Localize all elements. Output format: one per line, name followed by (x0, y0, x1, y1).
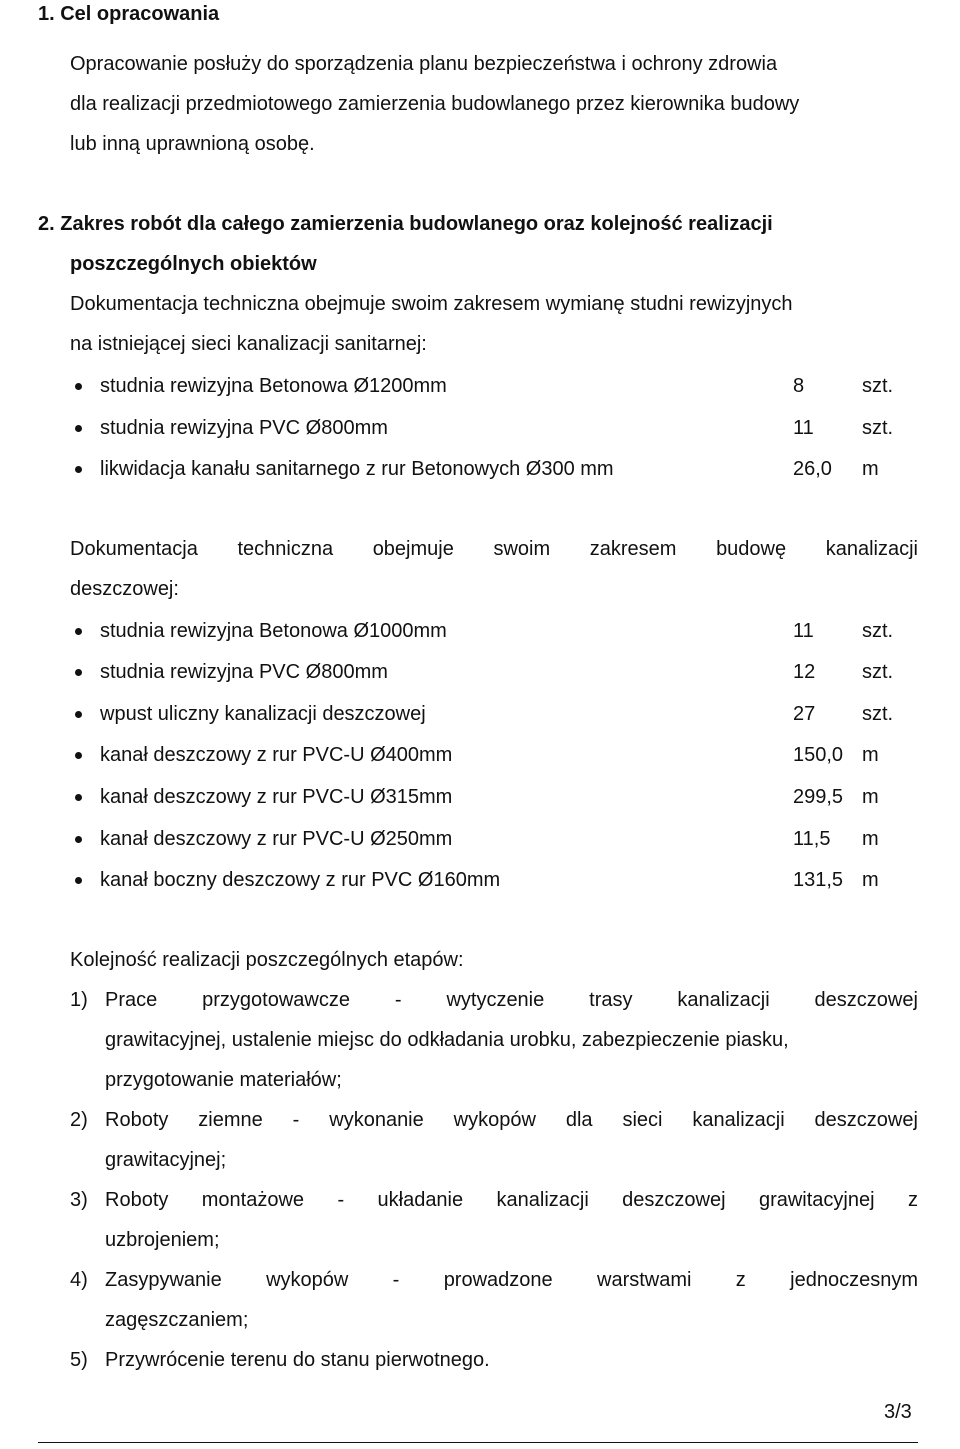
word: kanalizacji (692, 1109, 785, 1131)
list-item-qty: 26,0 (793, 458, 832, 480)
list-item-name: kanał deszczowy z rur PVC-U Ø400mm (100, 744, 453, 766)
bullet-icon (75, 711, 82, 718)
list-item-unit: szt. (862, 661, 894, 683)
step-number: 5) (70, 1349, 88, 1371)
word: grawitacyjnej (758, 1189, 875, 1211)
footer-divider (38, 1442, 918, 1443)
page-number: 3/3 (884, 1401, 912, 1423)
list-item-qty: 11,5 (793, 828, 831, 850)
bullet-icon (75, 669, 82, 676)
list-item-name: kanał boczny deszczowy z rur PVC Ø160mm (100, 869, 501, 891)
word: - (337, 1189, 345, 1211)
bullet-icon (75, 752, 82, 759)
word: - (292, 1109, 300, 1131)
word: deszczowej (622, 1189, 726, 1211)
list-item-unit: m (862, 744, 879, 766)
section-2-heading-cont: poszczególnych obiektów (70, 253, 317, 275)
list-item-name: kanał deszczowy z rur PVC-U Ø315mm (100, 786, 453, 808)
section-2-heading: 2. Zakres robót dla całego zamierzenia budowlanego oraz kolejność realizacji (38, 213, 773, 235)
list-item-unit: m (862, 458, 879, 480)
rain-intro-line (70, 539, 918, 559)
word: kanalizacji (677, 989, 770, 1011)
step-line (105, 1110, 918, 1130)
list-item-qty: 8 (793, 375, 805, 397)
word: wykopów (453, 1109, 536, 1131)
step-line: grawitacyjnej, ustalenie miejsc do odkładania urobku, zabezpieczenie piasku, (105, 1029, 789, 1051)
word: wykopów (266, 1269, 349, 1291)
list-item-unit: m (862, 828, 879, 850)
step-line (105, 990, 918, 1010)
word: wytyczenie (446, 989, 545, 1011)
step-line: przygotowanie materiałów; (105, 1069, 342, 1091)
word: swoim (493, 538, 551, 560)
word: Dokumentacja (70, 538, 198, 560)
list-item-unit: m (862, 786, 879, 808)
word: z (907, 1189, 918, 1211)
bullet-icon (75, 466, 82, 473)
word: - (392, 1269, 400, 1291)
step-line: uzbrojeniem; (105, 1229, 220, 1251)
list-item-name: studnia rewizyjna PVC Ø800mm (100, 417, 388, 439)
step-line: grawitacyjnej; (105, 1149, 227, 1171)
list-item-qty: 299,5 (793, 786, 844, 808)
bullet-icon (75, 383, 82, 390)
list-item-qty: 12 (793, 661, 816, 683)
intro-line: Dokumentacja techniczna obejmuje swoim zakresem wymianę studni rewizyjnych (70, 293, 793, 315)
list-item-name: wpust uliczny kanalizacji deszczowej (100, 703, 426, 725)
word: Roboty (105, 1189, 169, 1211)
word: Roboty (105, 1109, 169, 1131)
list-item-qty: 27 (793, 703, 816, 725)
word: układanie (377, 1189, 464, 1211)
intro-line: na istniejącej sieci kanalizacji sanitarnej: (70, 333, 427, 355)
list-item-name: studnia rewizyjna Betonowa Ø1000mm (100, 620, 447, 642)
step-number: 1) (70, 989, 88, 1011)
list-item-unit: szt. (862, 417, 894, 439)
paragraph-line: Opracowanie posłuży do sporządzenia planu bezpieczeństwa i ochrony zdrowia (70, 53, 778, 75)
word: jednoczesnym (790, 1269, 918, 1291)
bullet-icon (75, 836, 82, 843)
word: obejmuje (372, 538, 454, 560)
paragraph-line: lub inną uprawnioną osobę. (70, 133, 315, 155)
word: Prace (105, 989, 158, 1011)
step-number: 3) (70, 1189, 88, 1211)
word: techniczna (237, 538, 334, 560)
word: trasy (589, 989, 633, 1011)
rain-intro-line-2: deszczowej: (70, 578, 179, 600)
order-title: Kolejność realizacji poszczególnych etapów: (70, 949, 464, 971)
bullet-icon (75, 628, 82, 635)
word: kanalizacji (825, 538, 918, 560)
word: kanalizacji (496, 1189, 589, 1211)
bullet-icon (75, 794, 82, 801)
list-item-unit: szt. (862, 620, 894, 642)
step-line: Przywrócenie terenu do stanu pierwotnego. (105, 1349, 490, 1371)
word: Zasypywanie (105, 1269, 222, 1291)
word: montażowe (201, 1189, 305, 1211)
word: - (394, 989, 402, 1011)
list-item-qty: 150,0 (793, 744, 844, 766)
section-1-heading: 1. Cel opracowania (38, 3, 220, 25)
paragraph-line: dla realizacji przedmiotowego zamierzenia budowlanego przez kierownika budowy (70, 93, 800, 115)
bullet-icon (75, 425, 82, 432)
word: deszczowej (814, 989, 918, 1011)
list-item-unit: szt. (862, 703, 894, 725)
word: deszczowej (814, 1109, 918, 1131)
word: ziemne (198, 1109, 263, 1131)
list-item-unit: m (862, 869, 879, 891)
word: zakresem (589, 538, 677, 560)
list-item-name: studnia rewizyjna PVC Ø800mm (100, 661, 388, 683)
list-item-qty: 11 (793, 620, 814, 642)
list-item-name: likwidacja kanału sanitarnego z rur Betonowych Ø300 mm (100, 458, 614, 480)
step-number: 4) (70, 1269, 88, 1291)
list-item-qty: 11 (793, 417, 814, 439)
step-line: zagęszczaniem; (105, 1309, 249, 1331)
word: budowę (716, 538, 787, 560)
word: warstwami (597, 1269, 692, 1291)
list-item-name: kanał deszczowy z rur PVC-U Ø250mm (100, 828, 453, 850)
list-item-unit: szt. (862, 375, 894, 397)
word: sieci (622, 1109, 663, 1131)
list-item-qty: 131,5 (793, 869, 844, 891)
word: dla (565, 1109, 593, 1131)
word: prowadzone (443, 1269, 553, 1291)
step-number: 2) (70, 1109, 88, 1131)
bullet-icon (75, 877, 82, 884)
list-item-name: studnia rewizyjna Betonowa Ø1200mm (100, 375, 447, 397)
step-line (105, 1270, 918, 1290)
word: wykonanie (329, 1109, 424, 1131)
word: z (735, 1269, 746, 1291)
step-line (105, 1190, 918, 1210)
word: przygotowawcze (202, 989, 350, 1011)
